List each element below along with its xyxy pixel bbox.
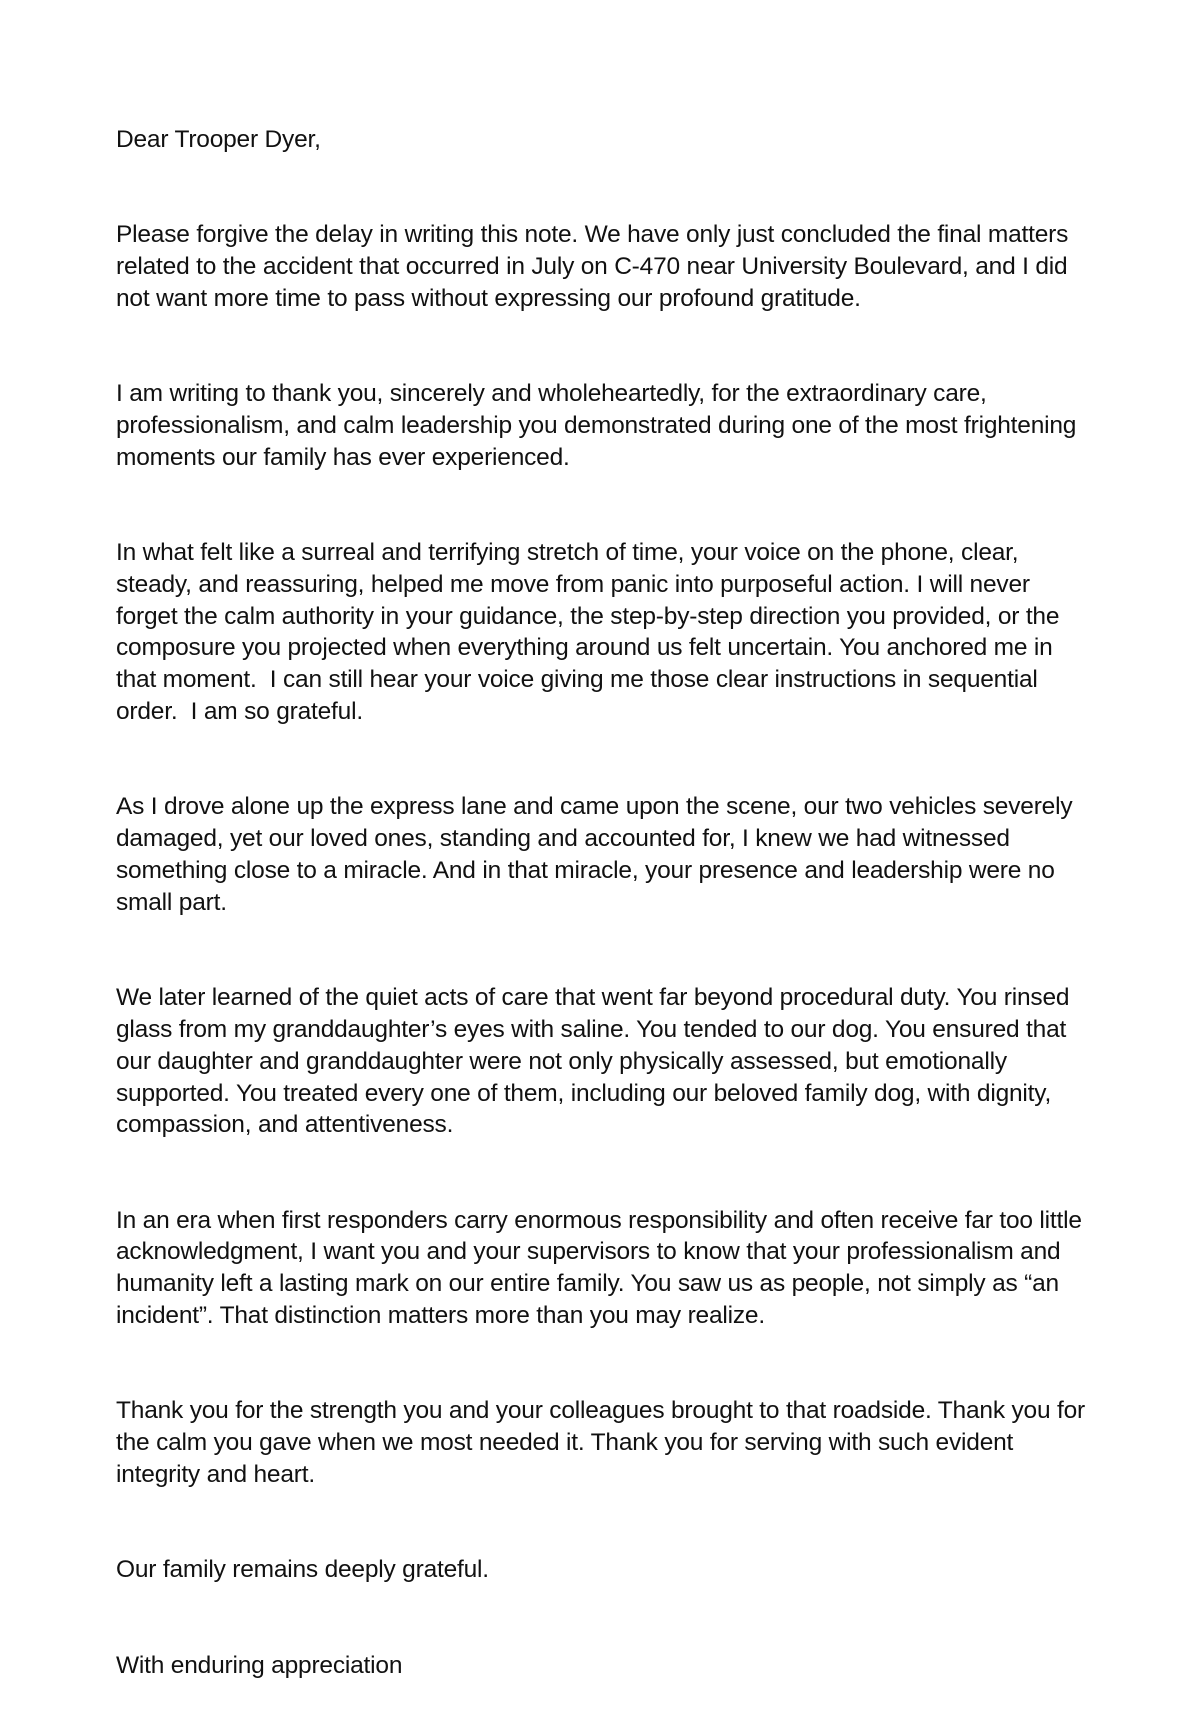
paragraph-phone-guidance: In what felt like a surreal and terrifying stretch of time, your voice on the phone, clear, steady, and reassuring, helped me move from panic into purposeful action. I will never forget the calm authority in your guidance, the step-by-step direction you provided, or the composure you projected when everything around us felt uncertain. You anchored me in that moment. I can still hear your voice giving me those clear instructions in sequential order. I am so grateful.	[116, 538, 1066, 725]
salutation: Dear Trooper Dyer,	[116, 125, 321, 153]
paragraph-acts-of-care: We later learned of the quiet acts of care that went far beyond procedural duty. You rinsed glass from my granddaughter’s eyes with saline. You tended to our dog. You ensured that our daughter and granddaughter were not only physically assessed, but emotionally supported. You treated every one of them, including our beloved family dog, with dignity, compassion, and attentiveness.	[116, 984, 1076, 1139]
paragraph-scene-arrival: As I drove alone up the express lane and came upon the scene, our two vehicles severely damaged, yet our loved ones, standing and accounted for, I knew we had witnessed something close to a miracle. And in that miracle, your presence and leadership were no small part.	[116, 793, 1079, 916]
closing: With enduring appreciation	[116, 1651, 403, 1679]
paragraph-first-responders: In an era when first responders carry enormous responsibility and often receive far too little acknowledgment, I want you and your supervisors to know that your professionalism and humanity left a lasting mark on our entire family. You saw us as people, not simply as “an incident”. That distinction matters more than you may realize.	[116, 1206, 1089, 1330]
paragraph-thanks: I am writing to thank you, sincerely and wholeheartedly, for the extraordinary care, professionalism, and calm leadership you demonstrated during one of the most frightening moments our family has ever experienced.	[116, 379, 1083, 471]
letter-body	[116, 60, 1096, 1713]
paragraph-grateful: Our family remains deeply grateful.	[116, 1556, 489, 1584]
paragraph-thank-you: Thank you for the strength you and your colleagues brought to that roadside. Thank you for the calm you gave when we most needed it. Thank you for serving with such evident integrity and heart.	[116, 1397, 1092, 1489]
paragraph-delay-apology: Please forgive the delay in writing this note. We have only just concluded the final matters related to the accident that occurred in July on C-470 near University Boulevard, and I did not want more time to pass without expressing our profound gratitude.	[116, 220, 1075, 312]
